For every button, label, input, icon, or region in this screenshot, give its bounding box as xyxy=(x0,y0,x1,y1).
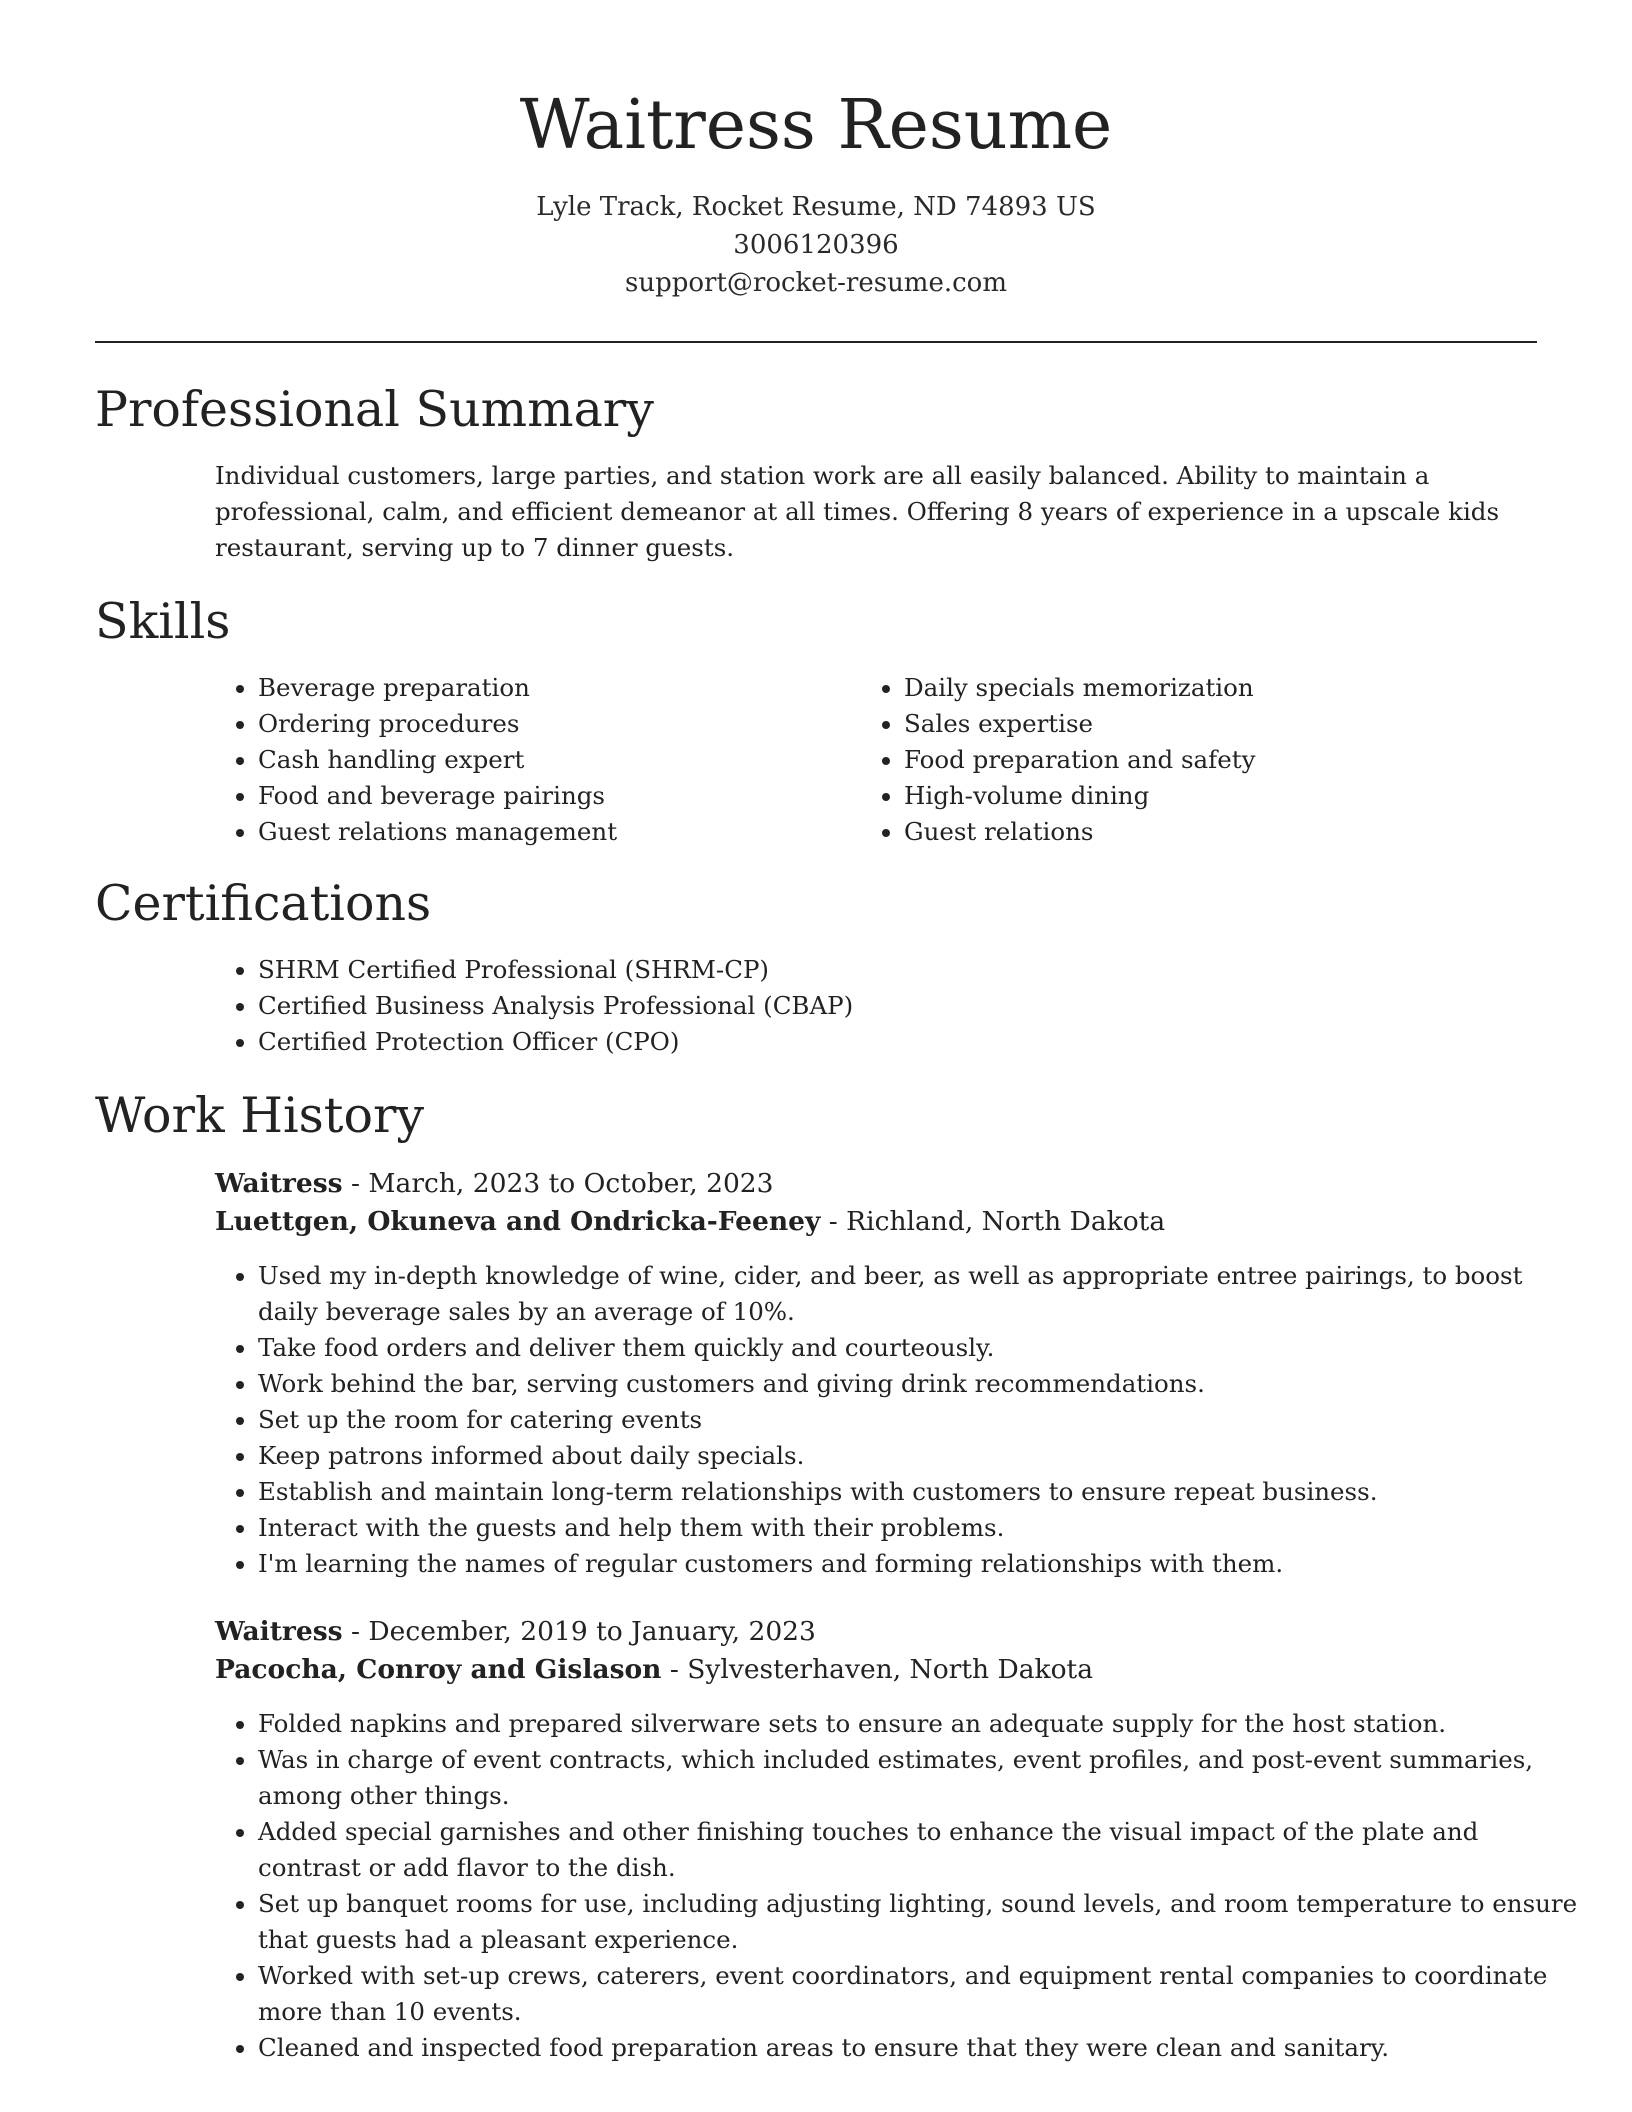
job-bullets xyxy=(213,1706,1583,2066)
resume-title: Waitress Resume xyxy=(519,86,1113,165)
skill-item: • Ordering procedures xyxy=(258,706,858,742)
header-divider xyxy=(95,341,1537,343)
job-company: Pacocha, Conroy and Gislason xyxy=(215,1654,662,1685)
job-bullet: • Interact with the guests and help them with their problems. xyxy=(258,1510,1583,1546)
job-dates: March, 2023 to October, 2023 xyxy=(368,1168,774,1199)
job-bullet: • Establish and maintain long-term relationships with customers to ensure repeat business. xyxy=(258,1474,1583,1510)
job-dates: December, 2019 to January, 2023 xyxy=(368,1616,816,1647)
contact-phone: 3006120396 xyxy=(733,230,899,260)
skill-item: • Guest relations management xyxy=(258,814,858,850)
skill-item: • Guest relations xyxy=(904,814,1544,850)
certification-item: • Certified Business Analysis Professional (CBAP) xyxy=(258,988,1458,1024)
job-bullet: • Set up the room for catering events xyxy=(258,1402,1583,1438)
work-history-heading: Work History xyxy=(95,1087,425,1144)
summary-text: Individual customers, large parties, and station work are all easily balanced. Ability to maintain a professional, calm, and efficient demeanor at all times. Offering 8 years of experience in a upscale kids restaurant, serving up to 7 dinner guests. xyxy=(215,461,1500,562)
certifications-list xyxy=(213,952,1458,1060)
skill-item: • High-volume dining xyxy=(904,778,1544,814)
summary-heading: Professional Summary xyxy=(95,381,654,438)
job-bullet: • I'm learning the names of regular customers and forming relationships with them. xyxy=(258,1546,1583,1582)
skill-item: • Cash handling expert xyxy=(258,742,858,778)
certifications-heading: Certifications xyxy=(95,875,432,932)
job-bullet: • Take food orders and deliver them quickly and courteously. xyxy=(258,1330,1583,1366)
skill-item: • Food preparation and safety xyxy=(904,742,1544,778)
job-role: Waitress xyxy=(215,1168,343,1199)
resume-header xyxy=(95,78,1537,302)
job-bullet: • Work behind the bar, serving customers and giving drink recommendations. xyxy=(258,1366,1583,1402)
contact-address: Lyle Track, Rocket Resume, ND 74893 US xyxy=(536,192,1096,222)
job-company-line: Luettgen, Okuneva and Ondricka-Feeney - Richland, North Dakota xyxy=(215,1206,1166,1237)
certification-item: • SHRM Certified Professional (SHRM-CP) xyxy=(258,952,1458,988)
contact-email: support@rocket-resume.com xyxy=(624,268,1007,298)
job-bullet: • Used my in-depth knowledge of wine, cider, and beer, as well as appropriate entree pairings, to boost daily beverage sales by an average of 10%. xyxy=(258,1258,1583,1330)
skills-heading: Skills xyxy=(95,593,231,650)
job-title-line: Waitress - March, 2023 to October, 2023 xyxy=(215,1168,774,1199)
job-bullet: • Keep patrons informed about daily specials. xyxy=(258,1438,1583,1474)
job-location: Richland, North Dakota xyxy=(846,1206,1166,1237)
skills-list-right xyxy=(859,670,1544,850)
job-role: Waitress xyxy=(215,1616,343,1647)
skill-item: • Sales expertise xyxy=(904,706,1544,742)
job-title-line: Waitress - December, 2019 to January, 2023 xyxy=(215,1616,816,1647)
job-bullet: • Was in charge of event contracts, which included estimates, event profiles, and post-event summaries, among other things. xyxy=(258,1742,1583,1814)
job-bullet: • Set up banquet rooms for use, including adjusting lighting, sound levels, and room temperature to ensure that guests had a pleasant experience. xyxy=(258,1886,1583,1958)
skills-list-left xyxy=(213,670,858,850)
skill-item: • Beverage preparation xyxy=(258,670,858,706)
skill-item: • Daily specials memorization xyxy=(904,670,1544,706)
job-location: Sylvesterhaven, North Dakota xyxy=(687,1654,1093,1685)
job-bullet: • Cleaned and inspected food preparation areas to ensure that they were clean and sanitary. xyxy=(258,2030,1583,2066)
job-company: Luettgen, Okuneva and Ondricka-Feeney xyxy=(215,1206,821,1237)
job-bullet: • Worked with set-up crews, caterers, event coordinators, and equipment rental companies to coordinate more than 10 events. xyxy=(258,1958,1583,2030)
skill-item: • Food and beverage pairings xyxy=(258,778,858,814)
job-bullet: • Added special garnishes and other finishing touches to enhance the visual impact of the plate and contrast or add flavor to the dish. xyxy=(258,1814,1583,1886)
job-bullet: • Folded napkins and prepared silverware sets to ensure an adequate supply for the host station. xyxy=(258,1706,1583,1742)
job-bullets xyxy=(213,1258,1583,1582)
job-company-line: Pacocha, Conroy and Gislason - Sylvesterhaven, North Dakota xyxy=(215,1654,1093,1685)
certification-item: • Certified Protection Officer (CPO) xyxy=(258,1024,1458,1060)
